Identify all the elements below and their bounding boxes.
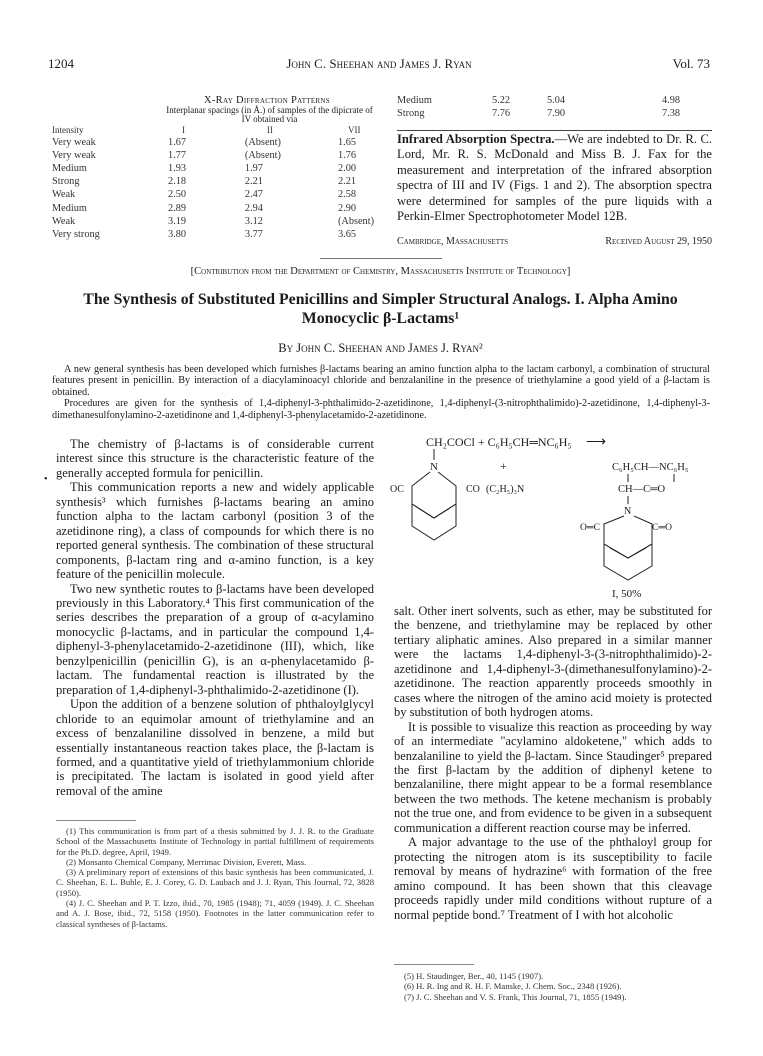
table-row [52, 162, 374, 175]
atom-oc: OC [390, 484, 404, 495]
left-footnotes [56, 826, 374, 929]
contribution-line: [Contribution from the Department of Chemistry, Massachusetts Institute of Technology] [190, 266, 571, 277]
phthalimide-ring [412, 472, 456, 518]
table-row [52, 202, 374, 215]
product-top: C₆H₅CH—NC₆H₅ [612, 462, 689, 473]
body-paragraph: This communication reports a new and widely applicable synthesis³ which furnishes β-lactams bearing an amino function alpha to the lactam carbonyl (position 3 of the azetidinone ring), a class of compounds for which there is no reported general synthesis. The combination of these structural components, β-lactam ring and α-amino function, is a key feature of the penicillin molecule. [56, 480, 374, 582]
cell: 2.90 [337, 202, 356, 214]
body-paragraph: Upon the addition of a benzene solution of phthaloylglycyl chloride to an equimolar amount of triethylamine and an excess of benzalaniline dissolved in benzene, a mild but essentially instantaneous reaction takes place, the β-lactam is formed, and a quantitative yield of triethylammonium chloride is precipitated. The lactam is isolated in good yield after removal of the amine [56, 697, 374, 798]
right-column [394, 604, 712, 922]
table-row [52, 215, 374, 228]
received-line [397, 236, 712, 247]
atom-n-left: N [430, 461, 438, 473]
cell: 2.89 [168, 202, 187, 214]
cell: 7.76 [492, 107, 511, 119]
infrared-text: —We are indebted to Dr. R. C. Lord, Mr. R. S. McDonald and Miss B. J. Fax for the measurement and interpretation of the infrared absorption spectra of III and IV (Figs. 1 and 2). The absorption spectra were determined for samples of the pure liquids with a Perkin-Elmer Spectrophotometer Model 12B. [397, 132, 713, 224]
abstract-paragraph: A new general synthesis has been developed which furnishes β-lactams bearing an amino function alpha to the lactam carbonyl, a combination of structural features present in penicillin. By interaction of a diacylaminoacyl chloride and benzalaniline in the presence of triethylamine a good yield of a β-lactam is obtained. [52, 364, 710, 398]
cell: 3.65 [337, 228, 356, 240]
xray-table [52, 95, 382, 242]
cell: Strong [397, 107, 425, 119]
cell: 2.58 [337, 189, 356, 201]
body-paragraph: It is possible to visualize this reaction as proceeding by way of an intermediate "acylamino aldoketene," which adds to benzalaniline to yield the β-lactam. Since Staudinger⁵ prepared the first β-lactam by the addition of diphenyl ketene to benzalaniline, there might appear to be a formal resemblance between the two methods. The ketene mechanism is probably not the true one, and from evidence to be given in a subsequent communication a different reaction course may be inferred. [394, 719, 712, 835]
section-rule [320, 258, 442, 259]
cell: (Absent) [244, 136, 281, 148]
cell: 2.18 [168, 176, 187, 188]
cell: 2.21 [244, 176, 263, 188]
table-rule [397, 130, 712, 131]
cell: 2.21 [337, 176, 356, 188]
cell: 1.97 [244, 162, 263, 174]
left-column [56, 437, 374, 798]
infrared-paragraph [397, 132, 712, 224]
cell: 1.65 [337, 136, 356, 148]
body-paragraph: salt. Other inert solvents, such as ether, may be substituted for the benzene, and triethylamine may be replaced by other tertiary aliphatic amines. Also prepared in a similar manner were the lactams 1,4-diphenyl-3-(3-nitrophthalimido)-2-azetidinone and 1,4-diphenyl-3-(dimethanesulfonylamino)-2-azetidinone. The reaction apparently proceeds smoothly in cases where the nitrogen of the amino acid moiety is protected by substitution of both hydrogen atoms. [394, 604, 712, 720]
table-row [52, 189, 374, 202]
cell: 3.80 [168, 228, 187, 240]
margin-dot: • [44, 474, 48, 485]
abstract [52, 364, 710, 421]
header-authors: John C. Sheehan and James J. Ryan [286, 56, 472, 71]
xray-header-row [52, 124, 374, 136]
body-paragraph: A major advantage to the use of the phthaloyl group for protecting the nitrogen atom is its susceptibility to facile removal by means of hydrazine⁶ with formation of the free amino compound. It has been shown that this cleavage proceeds rapidly under mild conditions without rupture of a normal peptide bond.⁷ Treatment of I with hot alcoholic [394, 835, 712, 922]
atom-co: CO [466, 484, 480, 495]
atom-n-product: N [624, 506, 632, 517]
product-ring [604, 516, 652, 558]
table-header: I [182, 125, 186, 135]
xray-data-table [52, 124, 374, 242]
infrared-heading: Infrared Absorption Spectra. [397, 132, 555, 146]
table-row [397, 95, 712, 108]
table-row [397, 108, 712, 121]
cell: 5.04 [547, 95, 566, 107]
cell: Strong [52, 176, 80, 188]
xray-subcaption: Interplanar spacings (in Å.) of samples of the dipicrate of IV obtained via [166, 105, 373, 124]
reaction-scheme [390, 434, 712, 602]
product-label: I, 50% [612, 588, 642, 600]
footnote: (3) A preliminary report of extensions of this basic synthesis has been communicated, J. C. Sheehan, E. L. Buhle, E. J. Corey, G. D. Laubach and J. J. Ryan, This Journal, 72, 3828 (1950). [56, 867, 374, 898]
running-header [48, 56, 710, 76]
cell: 3.19 [168, 215, 187, 227]
cell: 1.77 [168, 149, 187, 161]
footnote-rule [56, 820, 136, 821]
footnote: (6) H. R. Ing and R. H. F. Manske, J. Chem. Soc., 2348 (1926). [404, 981, 622, 992]
benzo-ring [412, 504, 456, 540]
table-row [52, 176, 374, 189]
table-row [52, 228, 374, 241]
reaction-arrow: ⟶ [586, 435, 607, 450]
right-footnotes [394, 971, 712, 1002]
cell: Very weak [52, 136, 96, 148]
triethylamine: (C₂H₅)₃N [486, 484, 525, 495]
cell: 4.98 [662, 95, 681, 107]
cell: Weak [52, 189, 76, 201]
cell: Weak [52, 215, 76, 227]
cell: 7.90 [547, 107, 566, 119]
cell: (Absent) [337, 215, 374, 227]
product-benzo-ring [604, 544, 652, 580]
cell: (Absent) [244, 149, 281, 161]
scheme-reagents: CH₂COCl + C₆H₅CH═NC₆H₅ [426, 435, 572, 449]
table-row [52, 136, 374, 149]
table-row [52, 149, 374, 162]
plus-sign: + [500, 459, 507, 473]
product-mid: CH—C═O [618, 484, 666, 495]
cell: 2.00 [337, 162, 356, 174]
cell: 7.38 [662, 107, 681, 119]
xray-continued-table [397, 95, 712, 120]
cell: Medium [52, 202, 87, 214]
footnote: (4) J. C. Sheehan and P. T. Izzo, ibid., 70, 1985 (1948); 71, 4059 (1949). J. C. Sheehan and A. J. Bose, ibid., 72, 5158 (1950). Footnotes in the latter communication refer to classical syntheses of β-lactams. [56, 898, 374, 929]
table-header: Intensity [52, 125, 84, 135]
cell: Very strong [52, 228, 100, 240]
cell: 5.22 [492, 95, 511, 107]
footnote-rule [394, 964, 474, 965]
footnote: (1) This communication is from part of a thesis submitted by J. J. R. to the Graduate School of the Massachusetts Institute of Technology in partial fulfillment of requirements for the Ph.D. degree, April, 1949. [56, 826, 374, 857]
page-number: 1204 [48, 56, 74, 71]
cell: 3.77 [244, 228, 263, 240]
cell: Medium [397, 95, 432, 107]
article-title: The Synthesis of Substituted Penicillins and Simpler Structural Analogs. I. Alpha Amino Monocyclic β-Lactams¹ [83, 291, 678, 327]
atom-c-o: C═O [652, 523, 672, 533]
volume-label: Vol. 73 [672, 56, 710, 71]
body-paragraph: Two new synthetic routes to β-lactams have been developed previously in this Laboratory.⁴ This first communication of the series describes the preparation of a group of α-acylamino monocyclic β-lactams, and in particular the compound 1,4-diphenyl-3-phenylacetamido-2-azetidinone (III), which, like benzylpenicillin (penicillin G), is an α-phenylacetamido β-lactam. The fundamental reaction is illustrated by the preparation of 1,4-diphenyl-3-phthalimido-2-azetidinone (I). [56, 581, 374, 697]
footnote: (5) H. Staudinger, Ber., 40, 1145 (1907). [404, 971, 544, 981]
cell: 1.93 [168, 162, 187, 174]
abstract-paragraph: Procedures are given for the synthesis of 1,4-diphenyl-3-phthalimido-2-azetidinone, 1,4-diphenyl-(3-nitrophthalimido)-2-azetidinone, 1,4-diphenyl-3-dimethanesulfonylamino-2-azetidinone and 1,4-diphenyl-3-phenylacetamido-2-azetidinone. [52, 398, 710, 421]
cell: 1.67 [168, 136, 187, 148]
cell: 3.12 [244, 215, 263, 227]
table-header: VII [347, 125, 361, 135]
cell: 2.94 [244, 202, 263, 214]
ring-double-bonds [418, 508, 450, 518]
footnote: (2) Monsanto Chemical Company, Merrimac Division, Everett, Mass. [66, 856, 307, 867]
cell: 2.47 [244, 189, 263, 201]
received-date: Received August 29, 1950 [605, 236, 712, 247]
xray-caption: X-Ray Diffraction Patterns [204, 95, 330, 106]
ring-double-bonds [610, 548, 646, 558]
byline: By John C. Sheehan and James J. Ryan² [278, 341, 483, 355]
atom-o-c: O═C [580, 523, 600, 533]
body-paragraph: The chemistry of β-lactams is of considerable current interest since this structure is the characteristic feature of the generally accepted formula for penicillin. [56, 437, 374, 480]
footnote: (7) J. C. Sheehan and V. S. Frank, This Journal, 71, 1855 (1949). [404, 991, 627, 1002]
table-header: II [266, 125, 273, 135]
cell: 1.76 [337, 149, 356, 161]
place-location: Cambridge, Massachusetts [397, 236, 509, 247]
cell: Very weak [52, 149, 96, 161]
xray-table-continued [397, 95, 712, 120]
cell: 2.50 [168, 189, 187, 201]
cell: Medium [52, 162, 87, 174]
